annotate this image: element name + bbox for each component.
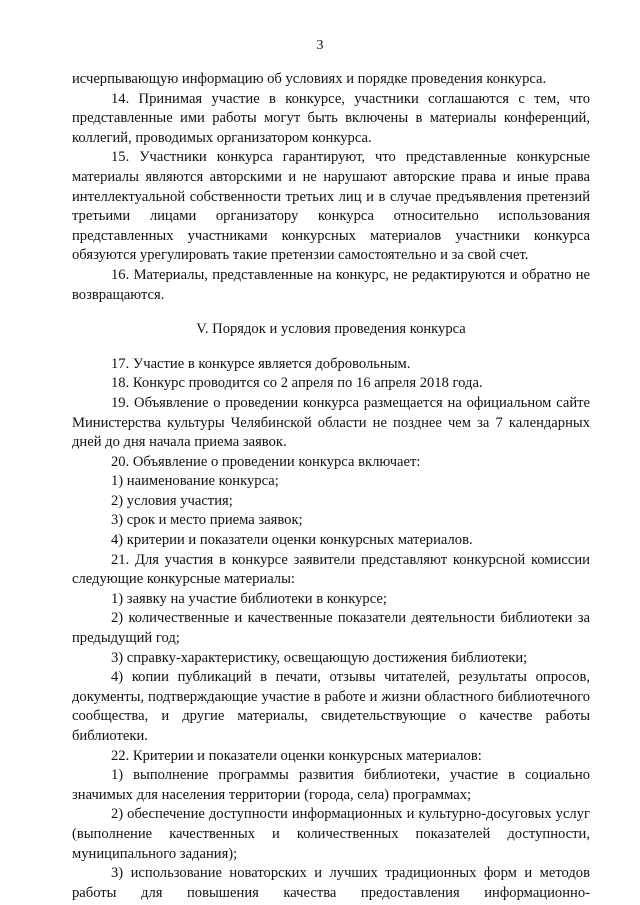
list-item-20-4: 4) критерии и показатели оценки конкурсных материалов.	[111, 532, 473, 549]
paragraph-21: 21. Для участия в конкурсе заявители представляют конкурсной комиссии следующие конкурсные материалы:	[72, 551, 590, 588]
list-item-21-3: 3) справку-характеристику, освещающую достижения библиотеки;	[111, 649, 528, 666]
paragraph-20: 20. Объявление о проведении конкурса включает:	[111, 453, 421, 470]
list-item-21-1: 1) заявку на участие библиотеки в конкурсе;	[111, 590, 387, 607]
paragraph-continuation: исчерпывающую информацию об условиях и порядке проведения конкурса.	[72, 71, 547, 87]
list-item-21-2: 2) количественные и качественные показатели деятельности библиотеки за предыдущий год;	[72, 610, 590, 647]
list-item-20-2: 2) условия участия;	[111, 492, 233, 509]
paragraph-14: 14. Принимая участие в конкурсе, участники соглашаются с тем, что представленные ими работы могут быть включены в материалы конференций, коллегий, проводимых организатором конкурса.	[72, 90, 590, 146]
document-body	[72, 70, 590, 903]
paragraph-16: 16. Материалы, представленные на конкурс, не редактируются и обратно не возвращаются.	[72, 266, 590, 303]
paragraph-17: 17. Участие в конкурсе является добровольным.	[111, 355, 411, 372]
section-heading: V. Порядок и условия проведения конкурса	[196, 321, 466, 338]
page-number: 3	[316, 38, 324, 53]
list-item-22-3: 3) использование новаторских и лучших традиционных форм и методов работы для повышения качества предоставления информационно-	[72, 865, 590, 901]
list-item-20-1: 1) наименование конкурса;	[111, 473, 279, 490]
list-item-22-1: 1) выполнение программы развития библиотеки, участие в социально значимых для населения территории (города, села) программах;	[72, 767, 590, 803]
list-item-22-2: 2) обеспечение доступности информационных и культурно-досуговых услуг (выполнение качественных и количественных показателей доступности, муниципального задания);	[72, 806, 590, 862]
paragraph-22: 22. Критерии и показатели оценки конкурсных материалов:	[111, 747, 482, 764]
paragraph-15: 15. Участники конкурса гарантируют, что представленные конкурсные материалы являются авторскими и не нарушают авторские права и иные права интеллектуальной собственности третьих лиц и в случае предъявления претензий третьими лицами организатору конкурса относительно использования представленных участниками конкурсных материалов участники конкурса обязуются урегулировать такие претензии самостоятельно и за свой счет.	[72, 149, 590, 264]
list-item-21-4: 4) копии публикаций в печати, отзывы читателей, результаты опросов, документы, подтверждающие участие в работе и жизни областного библиотечного сообщества, и другие материалы, свидетельствующие о качестве работы библиотеки.	[72, 669, 590, 744]
paragraph-19: 19. Объявление о проведении конкурса размещается на официальном сайте Министерства культуры Челябинской области не позднее чем за 7 календарных дней до дня начала приема заявок.	[72, 394, 590, 451]
list-item-20-3: 3) срок и место приема заявок;	[111, 512, 303, 529]
paragraph-18: 18. Конкурс проводится со 2 апреля по 16 апреля 2018 года.	[111, 375, 483, 392]
